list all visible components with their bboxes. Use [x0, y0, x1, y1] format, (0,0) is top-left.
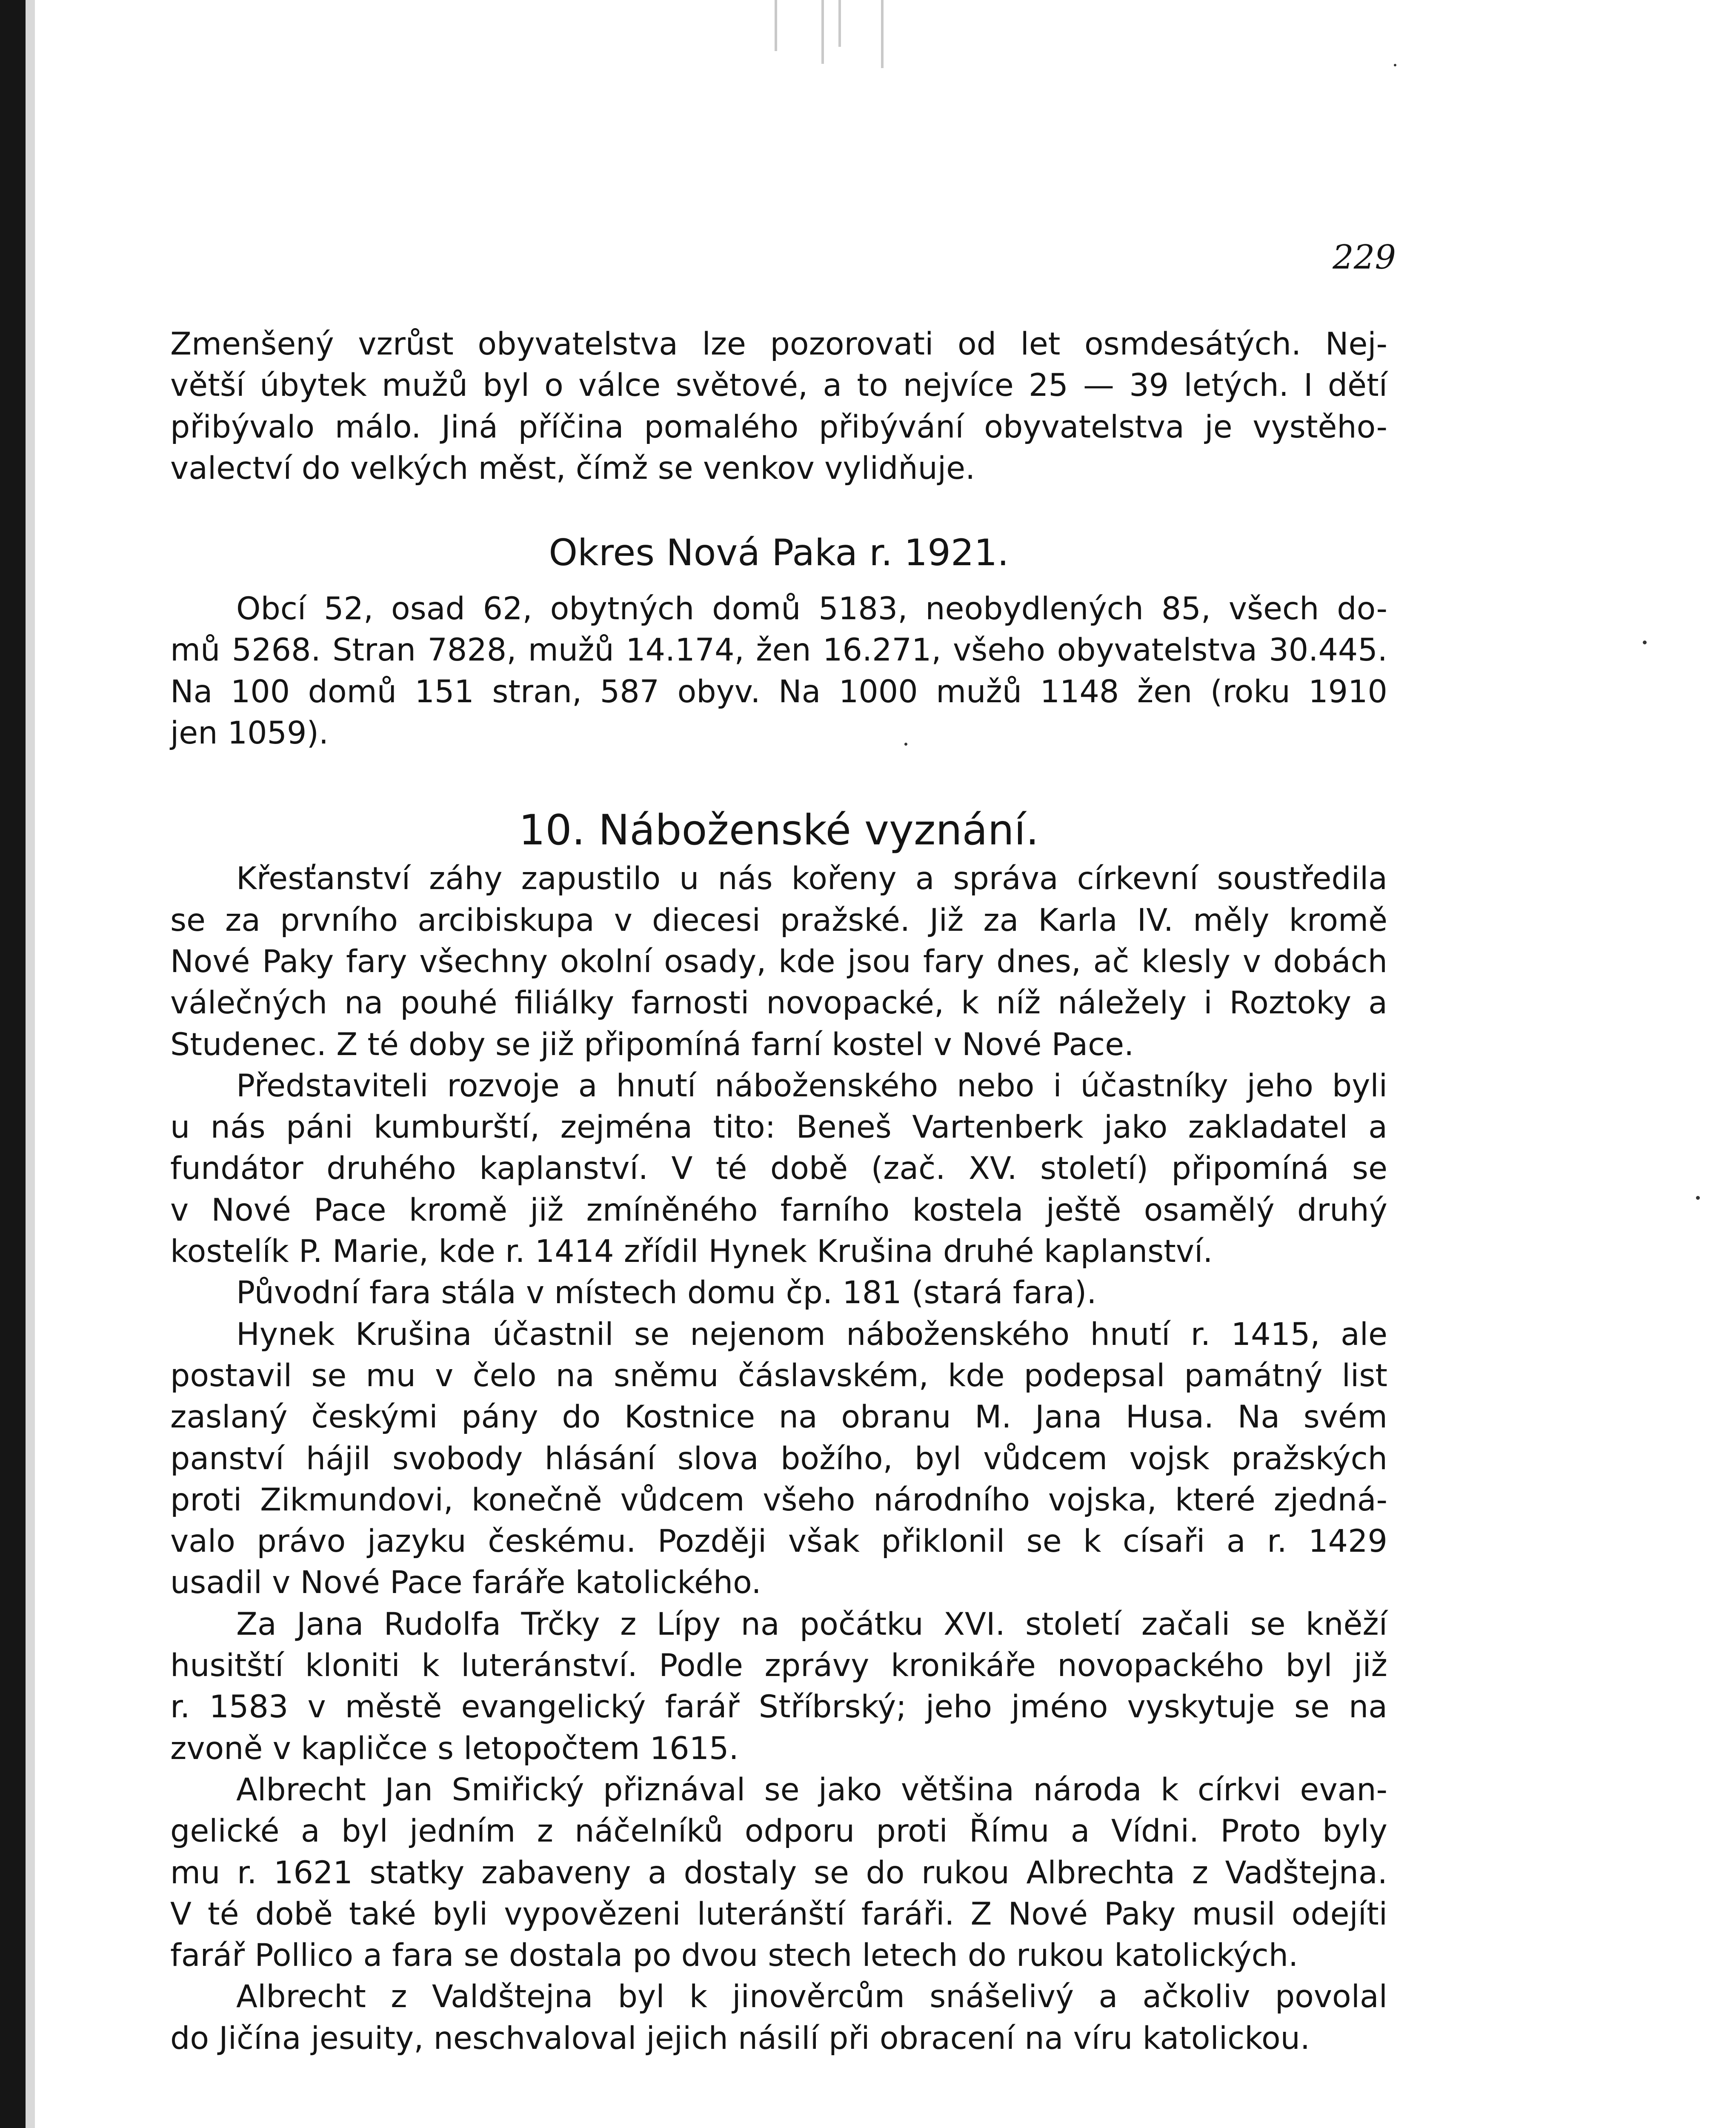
text-line: farář Pollico a fara se dostala po dvou stech letech do rukou katolických. [170, 1937, 1298, 1974]
text-line: fundátor druhého kaplanství. V té době (zač. XV. století) připomíná se [170, 1150, 1387, 1187]
text-line: Obcí 52, osad 62, obytných domů 5183, neobydlených 85, všech do- [236, 591, 1387, 627]
text-line: mu r. 1621 statky zabaveny a dostaly se do rukou Albrechta z Vadštejna. [170, 1854, 1387, 1891]
paragraph-smiricky [170, 1769, 1387, 1976]
paragraph-hynek-krusina [170, 1314, 1387, 1604]
section-heading-okres: Okres Nová Paka r. 1921. [549, 532, 1009, 575]
text-line: přibývalo málo. Jiná příčina pomalého přibývání obyvatelstva je vystěho- [170, 409, 1387, 445]
scan-speck [1643, 641, 1647, 644]
text-line: valo právo jazyku českému. Později však přiklonil se k císaři a r. 1429 [170, 1523, 1387, 1560]
text-line: proti Zikmundovi, konečně vůdcem všeho národního vojska, které zjedná- [170, 1482, 1387, 1518]
binding-marks [775, 0, 902, 72]
text-line: V té době také byli vypovězeni luteránští faráři. Z Nové Paky musil odejíti [170, 1896, 1387, 1932]
scan-speck [904, 743, 907, 746]
text-line: u nás páni kumburští, zejména tito: Beneš Vartenberk jako zakladatel a [170, 1109, 1387, 1146]
text-line: husitští kloniti k luteránství. Podle zprávy kronikáře novopackého byl již [170, 1647, 1387, 1684]
text-line: zaslaný českými pány do Kostnice na obranu M. Jana Husa. Na svém [170, 1399, 1387, 1436]
text-line: gelické a byl jedním z náčelníků odporu proti Římu a Vídni. Proto byly [170, 1813, 1387, 1850]
scan-speck [1696, 1196, 1700, 1200]
scan-edge-light [26, 0, 35, 2128]
text-line: Nové Paky fary všechny okolní osady, kde jsou fary dnes, ač klesly v dobách [170, 943, 1387, 980]
text-line: usadil v Nové Pace faráře katolického. [170, 1565, 761, 1601]
text-line: Představiteli rozvoje a hnutí náboženského nebo i účastníky jeho byli [236, 1067, 1387, 1104]
text-line: Studenec. Z té doby se již připomíná farní kostel v Nové Pace. [170, 1026, 1134, 1063]
text-line: Za Jana Rudolfa Trčky z Lípy na počátku XVI. století začali se kněží [236, 1606, 1387, 1642]
text-line: postavil se mu v čelo na sněmu čáslavském, kde podepsal památný list [170, 1357, 1387, 1394]
text-line: Původní fara stála v místech domu čp. 181 (stará fara). [236, 1275, 1097, 1311]
text-line: jen 1059). [170, 715, 329, 752]
paragraph-krestanstvi [170, 858, 1387, 1065]
text-column [170, 323, 1387, 2059]
paragraph-predstavitele [170, 1065, 1387, 1272]
scan-speck [1394, 64, 1396, 66]
paragraph-puvodni-fara [170, 1272, 1387, 1313]
chapter-heading-nabozenske-vyznani: 10. Náboženské vyznání. [518, 806, 1039, 855]
text-line: r. 1583 v městě evangelický farář Stříbrský; jeho jméno vyskytuje se na [170, 1689, 1387, 1725]
text-line: Křesťanství záhy zapustilo u nás kořeny a správa církevní soustředila [236, 861, 1387, 897]
text-line: se za prvního arcibiskupa v diecesi pražské. Již za Karla IV. měly kromě [170, 902, 1387, 938]
text-line: valectví do velkých měst, čímž se venkov vylidňuje. [170, 450, 975, 486]
text-line: válečných na pouhé filiálky farnosti novopacké, k níž náležely i Roztoky a [170, 985, 1387, 1021]
text-line: zvoně v kapličce s letopočtem 1615. [170, 1730, 739, 1767]
text-line: do Jičína jesuity, neschvaloval jejich násilí při obracení na víru katolickou. [170, 2020, 1310, 2056]
text-line: Na 100 domů 151 stran, 587 obyv. Na 1000 mužů 1148 žen (roku 1910 [170, 673, 1387, 710]
text-line: panství hájil svobody hlásání slova božího, byl vůdcem vojsk pražských [170, 1440, 1387, 1477]
text-line: Albrecht Jan Smiřický přiznával se jako většina národa k církvi evan- [236, 1771, 1387, 1808]
intro-paragraph [170, 323, 1387, 489]
paragraph-valdstejn [170, 1976, 1387, 2059]
text-line: Hynek Krušina účastnil se nejenom náboženského hnutí r. 1415, ale [236, 1316, 1387, 1353]
page-number: 229 [1333, 238, 1396, 277]
text-line: v Nové Pace kromě již zmíněného farního kostela ještě osamělý druhý [170, 1192, 1387, 1228]
paragraph-trcka [170, 1604, 1387, 1769]
text-line: mů 5268. Stran 7828, mužů 14.174, žen 16.271, všeho obyvatelstva 30.445. [170, 632, 1387, 669]
text-line: Albrecht z Valdštejna byl k jinověrcům snášelivý a ačkoliv povolal [236, 1979, 1387, 2015]
okres-statistics-paragraph [170, 588, 1387, 754]
text-line: Zmenšený vzrůst obyvatelstva lze pozorovati od let osmdesátých. Nej- [170, 326, 1387, 362]
scan-edge-dark [0, 0, 26, 2128]
text-line: kostelík P. Marie, kde r. 1414 zřídil Hynek Krušina druhé kaplanství. [170, 1233, 1213, 1270]
text-line: větší úbytek mužů byl o válce světové, a to nejvíce 25 — 39 letých. I dětí [170, 367, 1387, 404]
